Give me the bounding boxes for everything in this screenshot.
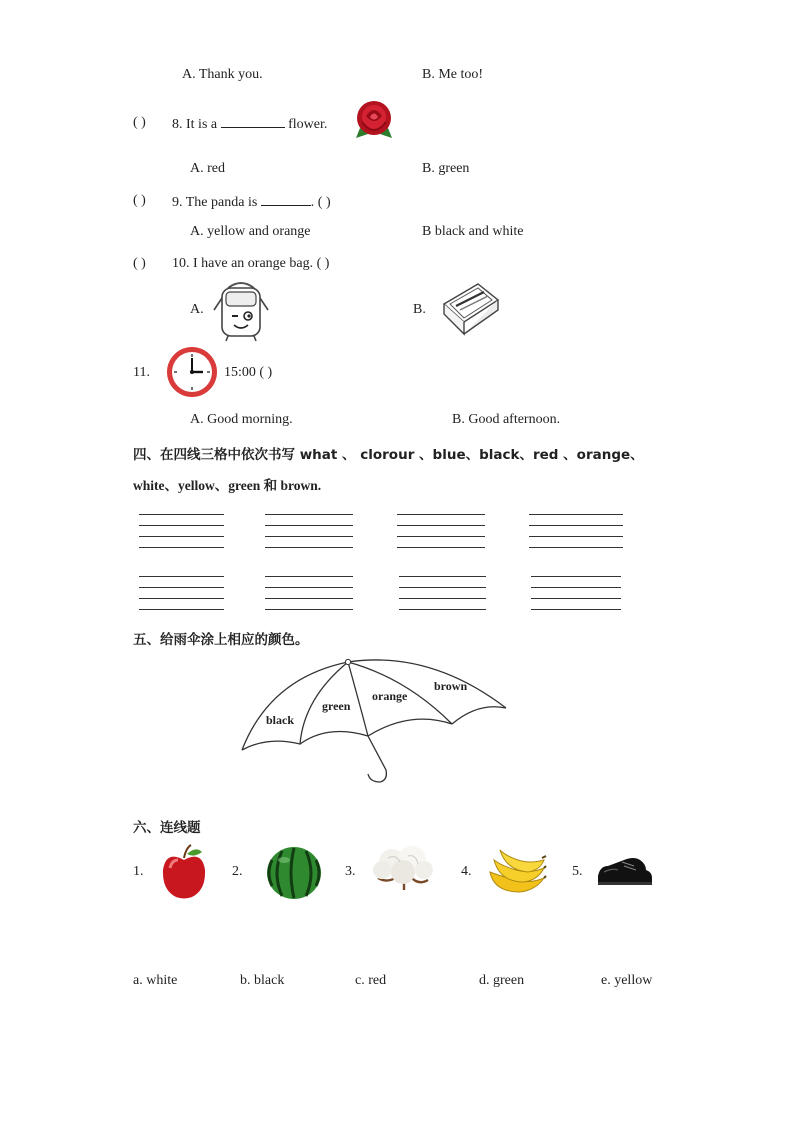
q8-stem-suffix: flower. xyxy=(288,117,328,132)
match-answer-red[interactable]: c. red xyxy=(355,973,387,988)
q9-option-b: B black and white xyxy=(422,224,524,239)
q8-stem-prefix: 8. It is a xyxy=(172,117,218,132)
q9-stem-prefix: 9. The panda is xyxy=(172,195,258,210)
q10-stem: 10. I have an orange bag. ( ) xyxy=(172,256,330,271)
q8-option-a: A. red xyxy=(190,161,225,176)
q10-answer-paren[interactable]: ( ) xyxy=(133,256,146,271)
match-answer-green[interactable]: d. green xyxy=(479,973,525,988)
q7-option-b: B. Me too! xyxy=(422,67,484,82)
umbrella-label-brown: brown xyxy=(434,679,468,693)
match-item-number: 4. xyxy=(461,864,472,879)
q8-stem xyxy=(172,115,327,133)
pencil-box-icon xyxy=(440,280,502,338)
q7-option-a: A. Thank you. xyxy=(182,67,263,82)
match-answer-white[interactable]: a. white xyxy=(133,973,178,988)
umbrella-label-green: green xyxy=(322,699,351,713)
writing-grid[interactable] xyxy=(139,576,224,612)
q11-time: 15:00 ( ) xyxy=(224,365,273,380)
banana-icon[interactable] xyxy=(486,846,546,896)
q9-answer-paren[interactable]: ( ) xyxy=(133,193,146,208)
writing-grid[interactable] xyxy=(397,514,485,550)
q10-option-a-label: A. xyxy=(190,302,204,317)
q11-option-a: A. Good morning. xyxy=(190,412,293,427)
writing-grid[interactable] xyxy=(531,576,621,612)
q8-blank[interactable] xyxy=(221,115,285,128)
q9-blank[interactable] xyxy=(261,193,311,206)
umbrella-label-black: black xyxy=(266,713,295,727)
watermelon-icon[interactable] xyxy=(266,846,322,900)
section4-instruction-line2: white、yellow、green 和 brown. xyxy=(133,478,322,493)
q10-option-b-label: B. xyxy=(413,302,426,317)
match-answer-black[interactable]: b. black xyxy=(240,973,285,988)
cotton-icon[interactable] xyxy=(368,840,438,896)
q9-stem xyxy=(172,193,331,211)
q9-stem-suffix: . ( ) xyxy=(310,195,331,210)
umbrella-drawing[interactable] xyxy=(240,658,510,786)
match-item-number: 1. xyxy=(133,864,144,879)
writing-grid[interactable] xyxy=(399,576,486,612)
writing-grid[interactable] xyxy=(265,576,353,612)
q8-option-b: B. green xyxy=(422,161,470,176)
section5-title: 五、给雨伞涂上相应的颜色。 xyxy=(133,632,309,648)
q8-answer-paren[interactable]: ( ) xyxy=(133,115,146,130)
umbrella-label-orange: orange xyxy=(372,689,408,703)
match-item-number: 5. xyxy=(572,864,583,879)
match-item-number: 3. xyxy=(345,864,356,879)
q11-number: 11. xyxy=(133,365,150,380)
backpack-icon xyxy=(212,280,270,342)
clock-icon xyxy=(166,346,218,398)
section4-instruction-line1: 四、在四线三格中依次书写 what 、 clorour 、blue、black、red 、orange、 xyxy=(133,447,644,463)
match-item-number: 2. xyxy=(232,864,243,879)
section6-title: 六、连线题 xyxy=(133,820,201,836)
red-rose-icon xyxy=(352,98,396,144)
match-answer-yellow[interactable]: e. yellow xyxy=(601,973,653,988)
writing-grid[interactable] xyxy=(139,514,224,550)
writing-grid[interactable] xyxy=(265,514,353,550)
shoe-icon[interactable] xyxy=(594,854,654,888)
writing-grid[interactable] xyxy=(529,514,623,550)
q11-option-b: B. Good afternoon. xyxy=(452,412,561,427)
apple-icon[interactable] xyxy=(160,844,208,900)
q9-option-a: A. yellow and orange xyxy=(190,224,311,239)
